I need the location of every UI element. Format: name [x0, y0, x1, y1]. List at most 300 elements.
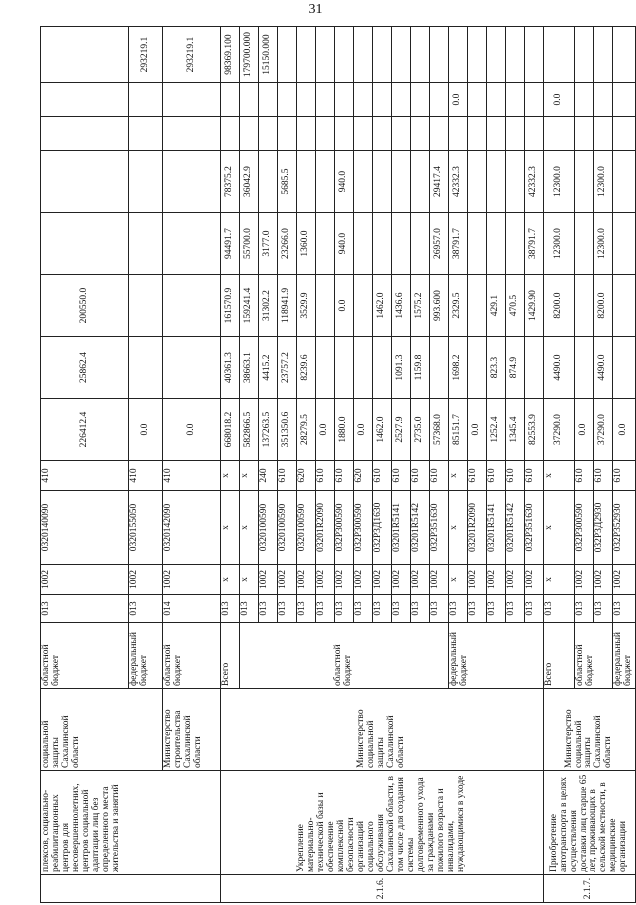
target-article-cell: 032P3Д1630 [373, 491, 392, 565]
amount-cell: 1575.2 [411, 275, 430, 337]
amount-cell [613, 275, 636, 337]
grbs-code-cell: 013 [278, 595, 297, 623]
amount-cell: 1345.4 [506, 399, 525, 461]
grbs-code-cell: 013 [506, 595, 525, 623]
amount-cell: 293219.1 [163, 27, 221, 83]
section-code-cell: 1002 [316, 565, 335, 595]
amount-cell: 38663.1 [240, 337, 259, 399]
section-code-cell: 1002 [392, 565, 411, 595]
section-code-cell: 1002 [487, 565, 506, 595]
amount-cell [487, 27, 506, 83]
amount-cell: 4490.0 [544, 337, 575, 399]
expense-type-cell: 410 [163, 461, 221, 491]
amount-cell: 1360.0 [297, 213, 316, 275]
target-article-cell: x [221, 491, 240, 565]
amount-cell [544, 27, 575, 83]
amount-cell [613, 83, 636, 117]
amount-cell [373, 117, 392, 151]
amount-cell [392, 151, 411, 213]
target-article-cell: 032P300590 [335, 491, 354, 565]
amount-cell: 0.0 [449, 83, 468, 117]
target-article-cell: x [449, 491, 468, 565]
expense-type-cell: 610 [468, 461, 487, 491]
amount-cell: 0.0 [129, 399, 163, 461]
expense-type-cell: 610 [411, 461, 430, 491]
amount-cell [41, 151, 129, 213]
amount-cell: 1159.8 [411, 337, 430, 399]
row-number-cell: 2.1.6. [221, 875, 544, 903]
amount-cell [278, 83, 297, 117]
amount-cell [163, 213, 221, 275]
amount-cell [613, 337, 636, 399]
section-code-cell: 1002 [297, 565, 316, 595]
amount-cell [373, 151, 392, 213]
target-article-cell: 032P3Д2930 [594, 491, 613, 565]
amount-cell [487, 151, 506, 213]
amount-cell: 940.0 [335, 151, 354, 213]
target-article-cell: 03201R5141 [392, 491, 411, 565]
amount-cell [594, 27, 613, 83]
amount-cell: 12300.0 [594, 213, 613, 275]
expense-type-cell: 610 [575, 461, 594, 491]
amount-cell [221, 83, 240, 117]
amount-cell: 42332.3 [525, 151, 544, 213]
amount-cell: 94491.7 [221, 213, 240, 275]
expense-type-cell: 610 [525, 461, 544, 491]
amount-cell [613, 151, 636, 213]
amount-cell [316, 83, 335, 117]
target-article-cell: 0320142090 [163, 491, 221, 565]
amount-cell [129, 337, 163, 399]
amount-cell [129, 213, 163, 275]
amount-cell [487, 117, 506, 151]
amount-cell [259, 117, 278, 151]
amount-cell [468, 337, 487, 399]
amount-cell [129, 151, 163, 213]
amount-cell [129, 83, 163, 117]
funding-source-cell: Всего [221, 623, 240, 689]
target-article-cell: 03201R5142 [506, 491, 525, 565]
amount-cell [41, 27, 129, 83]
amount-cell [430, 83, 449, 117]
table-row [544, 27, 575, 903]
amount-cell [316, 27, 335, 83]
expense-type-cell: 610 [487, 461, 506, 491]
amount-cell [221, 117, 240, 151]
amount-cell: 0.0 [163, 399, 221, 461]
section-code-cell: 1002 [129, 565, 163, 595]
amount-cell: 28279.5 [297, 399, 316, 461]
amount-cell [506, 117, 525, 151]
amount-cell [468, 151, 487, 213]
amount-cell: 582866.5 [240, 399, 259, 461]
expense-type-cell: x [544, 461, 575, 491]
amount-cell [240, 117, 259, 151]
amount-cell [392, 213, 411, 275]
amount-cell [449, 117, 468, 151]
amount-cell [297, 27, 316, 83]
grbs-code-cell: 013 [544, 595, 575, 623]
amount-cell [411, 83, 430, 117]
amount-cell: 31302.2 [259, 275, 278, 337]
expense-type-cell: 610 [430, 461, 449, 491]
amount-cell [129, 117, 163, 151]
amount-cell: 0.0 [354, 399, 373, 461]
amount-cell [163, 275, 221, 337]
amount-cell: 8239.6 [297, 337, 316, 399]
measure-description-cell: Укрепление материально-технической базы и обеспечение комплексной безопасности организаций социального обслуживания Сахалинской области, в том числе для создания системы долговременного ухода за гражданами пожилого возраста и инвалидами, нуждающимися в уходе [221, 771, 544, 875]
amount-cell [240, 83, 259, 117]
grbs-code-cell: 013 [259, 595, 278, 623]
amount-cell: 5685.5 [278, 151, 297, 213]
amount-cell: 3177.0 [259, 213, 278, 275]
expense-type-cell: x [221, 461, 240, 491]
amount-cell [430, 27, 449, 83]
amount-cell [316, 275, 335, 337]
amount-cell: 226412.4 [41, 399, 129, 461]
rotated-table-stage [40, 27, 633, 903]
amount-cell [430, 337, 449, 399]
grbs-code-cell: 014 [163, 595, 221, 623]
amount-cell: 429.1 [487, 275, 506, 337]
amount-cell: 4415.2 [259, 337, 278, 399]
amount-cell: 159241.4 [240, 275, 259, 337]
target-article-cell: x [544, 491, 575, 565]
amount-cell: 668018.2 [221, 399, 240, 461]
amount-cell [335, 83, 354, 117]
amount-cell [449, 27, 468, 83]
target-article-cell: 032P300590 [575, 491, 594, 565]
amount-cell [430, 117, 449, 151]
amount-cell: 1462.0 [373, 275, 392, 337]
amount-cell: 0.0 [613, 399, 636, 461]
amount-cell: 36042.9 [240, 151, 259, 213]
amount-cell [316, 151, 335, 213]
expense-type-cell: 610 [373, 461, 392, 491]
amount-cell [506, 151, 525, 213]
amount-cell [297, 151, 316, 213]
amount-cell: 40361.3 [221, 337, 240, 399]
amount-cell: 8200.0 [544, 275, 575, 337]
amount-cell [544, 117, 575, 151]
target-article-cell: 03201R2090 [468, 491, 487, 565]
amount-cell: 37290.0 [594, 399, 613, 461]
section-code-cell: x [221, 565, 240, 595]
amount-cell [411, 117, 430, 151]
amount-cell: 12300.0 [594, 151, 613, 213]
funding-source-cell: федеральный бюджет [129, 623, 163, 689]
amount-cell [525, 83, 544, 117]
amount-cell: 0.0 [468, 399, 487, 461]
amount-cell: 78375.2 [221, 151, 240, 213]
amount-cell [163, 117, 221, 151]
funding-source-cell: областной бюджет [575, 623, 613, 689]
expense-type-cell: 610 [506, 461, 525, 491]
amount-cell [335, 117, 354, 151]
grbs-code-cell: 013 [430, 595, 449, 623]
expense-type-cell: x [240, 461, 259, 491]
expense-type-cell: 610 [278, 461, 297, 491]
grbs-code-cell: 013 [354, 595, 373, 623]
amount-cell [373, 83, 392, 117]
amount-cell [575, 151, 594, 213]
grbs-code-cell: 013 [129, 595, 163, 623]
amount-cell [392, 117, 411, 151]
amount-cell [278, 117, 297, 151]
target-article-cell: 0320100590 [297, 491, 316, 565]
amount-cell [354, 27, 373, 83]
amount-cell: 29417.4 [430, 151, 449, 213]
amount-cell [575, 213, 594, 275]
grbs-code-cell: 013 [449, 595, 468, 623]
grbs-code-cell: 013 [41, 595, 129, 623]
amount-cell: 15150.000 [259, 27, 278, 83]
amount-cell: 1462.0 [373, 399, 392, 461]
target-article-cell: 03201R5142 [411, 491, 430, 565]
grbs-code-cell: 013 [373, 595, 392, 623]
expense-type-cell: 610 [594, 461, 613, 491]
section-code-cell: 1002 [411, 565, 430, 595]
amount-cell: 2527.9 [392, 399, 411, 461]
table-rotator [40, 27, 633, 903]
grbs-code-cell: 013 [594, 595, 613, 623]
amount-cell: 161570.9 [221, 275, 240, 337]
amount-cell: 940.0 [335, 213, 354, 275]
funding-source-cell: областной бюджет [240, 623, 449, 689]
grbs-code-cell: 013 [613, 595, 636, 623]
executor-cell: Министерство социальной защиты Сахалинской области [544, 689, 636, 771]
amount-cell [354, 151, 373, 213]
amount-cell: 200550.0 [41, 275, 129, 337]
amount-cell [354, 275, 373, 337]
section-code-cell: 1002 [163, 565, 221, 595]
amount-cell: 2329.5 [449, 275, 468, 337]
grbs-code-cell: 013 [221, 595, 240, 623]
amount-cell [163, 337, 221, 399]
grbs-code-cell: 013 [392, 595, 411, 623]
amount-cell [129, 275, 163, 337]
target-article-cell: 032P351630 [430, 491, 449, 565]
amount-cell [373, 27, 392, 83]
amount-cell: 42332.3 [449, 151, 468, 213]
amount-cell [316, 337, 335, 399]
amount-cell [613, 27, 636, 83]
amount-cell [613, 117, 636, 151]
amount-cell: 1091.3 [392, 337, 411, 399]
funding-source-cell: федеральный бюджет [449, 623, 544, 689]
amount-cell [373, 337, 392, 399]
amount-cell: 26957.0 [430, 213, 449, 275]
amount-cell [575, 27, 594, 83]
amount-cell: 351350.6 [278, 399, 297, 461]
amount-cell: 1252.4 [487, 399, 506, 461]
amount-cell [411, 213, 430, 275]
amount-cell [297, 117, 316, 151]
amount-cell [354, 83, 373, 117]
amount-cell [487, 83, 506, 117]
target-article-cell: 03201R2090 [316, 491, 335, 565]
amount-cell [506, 213, 525, 275]
amount-cell [335, 337, 354, 399]
grbs-code-cell: 013 [487, 595, 506, 623]
executor-cell: Министерство социальной защиты Сахалинской области [221, 689, 544, 771]
amount-cell: 874.9 [506, 337, 525, 399]
grbs-code-cell: 013 [411, 595, 430, 623]
amount-cell [575, 117, 594, 151]
section-code-cell: 1002 [525, 565, 544, 595]
grbs-code-cell: 013 [297, 595, 316, 623]
funding-source-cell: федеральный бюджет [613, 623, 636, 689]
amount-cell: 23266.0 [278, 213, 297, 275]
amount-cell [392, 83, 411, 117]
amount-cell: 993.600 [430, 275, 449, 337]
amount-cell: 4490.0 [594, 337, 613, 399]
grbs-code-cell: 013 [468, 595, 487, 623]
section-code-cell: 1002 [506, 565, 525, 595]
table-row [221, 27, 240, 903]
amount-cell: 0.0 [575, 399, 594, 461]
expense-type-cell: 610 [316, 461, 335, 491]
amount-cell: 823.3 [487, 337, 506, 399]
amount-cell: 118941.9 [278, 275, 297, 337]
amount-cell [487, 213, 506, 275]
amount-cell [259, 83, 278, 117]
amount-cell [163, 151, 221, 213]
row-number-cell: 2.1.7. [544, 875, 636, 903]
target-article-cell: 032P351630 [525, 491, 544, 565]
amount-cell [613, 213, 636, 275]
funding-source-cell: Всего [544, 623, 575, 689]
section-code-cell: 1002 [575, 565, 594, 595]
amount-cell [163, 83, 221, 117]
amount-cell [354, 117, 373, 151]
target-article-cell: 0320140090 [41, 491, 129, 565]
amount-cell: 82553.9 [525, 399, 544, 461]
grbs-code-cell: 013 [335, 595, 354, 623]
amount-cell [335, 27, 354, 83]
amount-cell: 38791.7 [525, 213, 544, 275]
expense-type-cell: 610 [613, 461, 636, 491]
amount-cell: 137263.5 [259, 399, 278, 461]
section-code-cell: x [544, 565, 575, 595]
amount-cell [41, 117, 129, 151]
executor-cell: социальной защиты Сахалинской области [41, 689, 163, 771]
section-code-cell: 1002 [373, 565, 392, 595]
amount-cell [316, 117, 335, 151]
amount-cell [575, 337, 594, 399]
target-article-cell: 0320100590 [278, 491, 297, 565]
amount-cell: 1436.6 [392, 275, 411, 337]
amount-cell [468, 117, 487, 151]
amount-cell: 38791.7 [449, 213, 468, 275]
amount-cell [506, 83, 525, 117]
section-code-cell: x [449, 565, 468, 595]
amount-cell [468, 83, 487, 117]
amount-cell [316, 213, 335, 275]
expense-type-cell: 240 [259, 461, 278, 491]
amount-cell: 0.0 [544, 83, 575, 117]
expense-type-cell: 410 [129, 461, 163, 491]
target-article-cell: x [240, 491, 259, 565]
amount-cell: 23757.2 [278, 337, 297, 399]
amount-cell [594, 83, 613, 117]
amount-cell: 98369.100 [221, 27, 240, 83]
amount-cell: 37290.0 [544, 399, 575, 461]
amount-cell [41, 83, 129, 117]
amount-cell [575, 275, 594, 337]
amount-cell: 1698.2 [449, 337, 468, 399]
amount-cell: 85151.7 [449, 399, 468, 461]
amount-cell [525, 117, 544, 151]
expense-type-cell: 610 [392, 461, 411, 491]
section-code-cell: 1002 [278, 565, 297, 595]
amount-cell [468, 213, 487, 275]
amount-cell: 12300.0 [544, 151, 575, 213]
expense-type-cell: 620 [297, 461, 316, 491]
amount-cell [392, 27, 411, 83]
section-code-cell: 1002 [354, 565, 373, 595]
table-row [41, 27, 129, 903]
page-number: 31 [308, 2, 323, 17]
target-article-cell: 032P300590 [354, 491, 373, 565]
section-code-cell: 1002 [594, 565, 613, 595]
grbs-code-cell: 013 [575, 595, 594, 623]
budget-table [40, 26, 636, 903]
section-code-cell: 1002 [430, 565, 449, 595]
section-code-cell: 1002 [335, 565, 354, 595]
target-article-cell: 03201R5141 [487, 491, 506, 565]
amount-cell [411, 27, 430, 83]
target-article-cell: 0320155050 [129, 491, 163, 565]
amount-cell: 0.0 [335, 275, 354, 337]
grbs-code-cell: 013 [240, 595, 259, 623]
expense-type-cell: 610 [335, 461, 354, 491]
amount-cell [297, 83, 316, 117]
funding-source-cell: областной бюджет [41, 623, 129, 689]
amount-cell [468, 27, 487, 83]
amount-cell [278, 27, 297, 83]
expense-type-cell: 410 [41, 461, 129, 491]
amount-cell: 57368.0 [430, 399, 449, 461]
measure-description-cell: плексов, социально-реабилитационных центров для несовершеннолетних, центров социальной адаптации лиц без определенного места жительства и занятий [41, 771, 221, 875]
section-code-cell: x [240, 565, 259, 595]
section-code-cell: 1002 [468, 565, 487, 595]
amount-cell [411, 151, 430, 213]
amount-cell [525, 27, 544, 83]
amount-cell [373, 213, 392, 275]
section-code-cell: 1002 [41, 565, 129, 595]
amount-cell: 179700.000 [240, 27, 259, 83]
grbs-code-cell: 013 [316, 595, 335, 623]
amount-cell: 293219.1 [129, 27, 163, 83]
amount-cell: 3529.9 [297, 275, 316, 337]
amount-cell [354, 213, 373, 275]
amount-cell [575, 83, 594, 117]
measure-description-cell: Приобретение автотранспорта в целях осуществления доставки лиц старше 65 лет, проживающих в сельской местности, в медицинские организации [544, 771, 636, 875]
amount-cell [259, 151, 278, 213]
amount-cell: 25862.4 [41, 337, 129, 399]
amount-cell [468, 275, 487, 337]
section-code-cell: 1002 [259, 565, 278, 595]
amount-cell: 8200.0 [594, 275, 613, 337]
amount-cell [525, 337, 544, 399]
executor-cell: Министерство строительства Сахалинской области [163, 689, 221, 771]
section-code-cell: 1002 [613, 565, 636, 595]
amount-cell [594, 117, 613, 151]
row-number-cell [41, 875, 221, 903]
amount-cell: 0.0 [316, 399, 335, 461]
grbs-code-cell: 013 [525, 595, 544, 623]
